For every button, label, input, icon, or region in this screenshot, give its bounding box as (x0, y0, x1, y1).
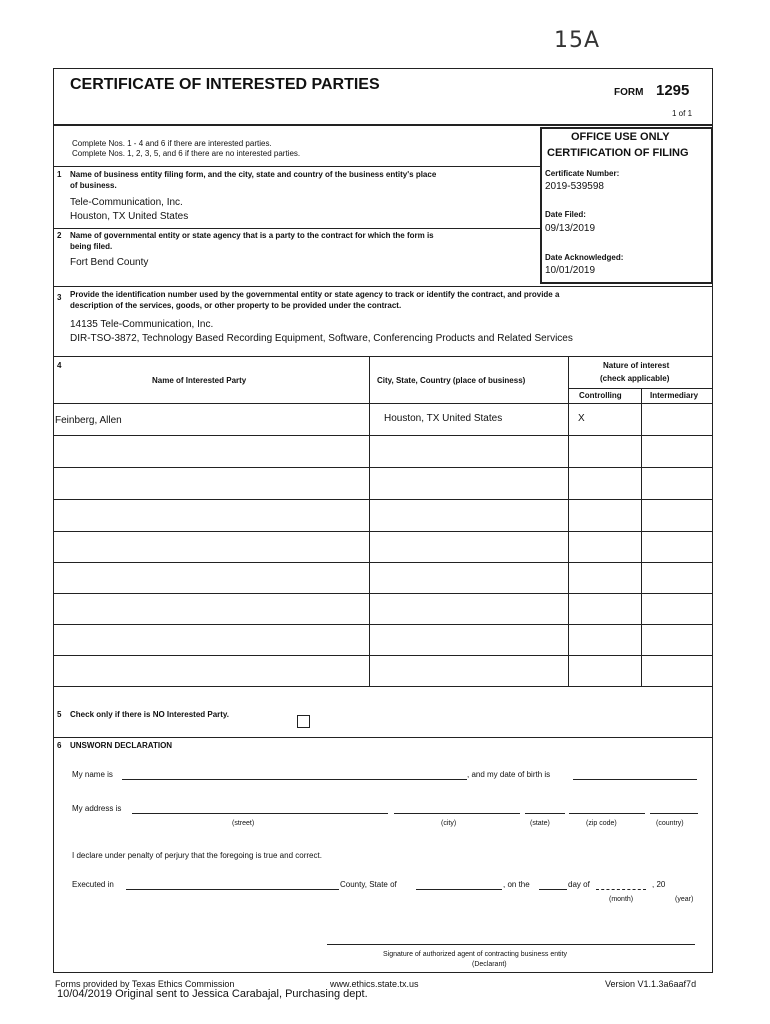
office-use-heading: OFFICE USE ONLY (571, 131, 670, 143)
rule (53, 624, 713, 625)
dob-field[interactable] (573, 779, 697, 780)
street-field[interactable] (132, 813, 388, 814)
section-1-label-2: of business. (70, 181, 117, 190)
date-acknowledged-label: Date Acknowledged: (545, 253, 624, 262)
col-header-city: City, State, Country (place of business) (377, 376, 526, 385)
form-word: FORM (614, 87, 644, 98)
zip-field[interactable] (569, 813, 645, 814)
signature-caption: Signature of authorized agent of contracting business entity (383, 951, 568, 958)
page-number: 1 of 1 (672, 109, 693, 118)
col-divider (568, 356, 569, 686)
section-5-label: Check only if there is NO Interested Party. (70, 710, 230, 719)
perjury-statement: I declare under penalty of perjury that the foregoing is true and correct. (72, 851, 322, 860)
party-name: Feinberg, Allen (55, 415, 122, 426)
rule (53, 467, 713, 468)
form-title: CERTIFICATE OF INTERESTED PARTIES (70, 76, 380, 93)
rule (53, 655, 713, 656)
name-field[interactable] (122, 779, 467, 780)
footer-website: www.ethics.state.tx.us (330, 979, 419, 989)
section-4-number: 4 (57, 361, 62, 370)
executed-prefix: Executed in (72, 880, 114, 889)
state-of-field[interactable] (416, 889, 502, 890)
rule (53, 737, 713, 738)
country-field[interactable] (650, 813, 698, 814)
county-field[interactable] (126, 889, 339, 890)
rule (53, 286, 713, 287)
governmental-entity-name: Fort Bend County (70, 257, 149, 268)
footer-note: 10/04/2019 Original sent to Jessica Carabajal, Purchasing dept. (57, 988, 368, 1000)
on-the-label: , on the (503, 880, 530, 889)
rule (53, 403, 713, 404)
header-rule (53, 124, 713, 126)
certification-heading: CERTIFICATION OF FILING (547, 147, 689, 159)
signature-field[interactable] (327, 944, 695, 945)
rule (53, 435, 713, 436)
col-header-intermediary: Intermediary (650, 391, 699, 400)
day-field[interactable] (539, 889, 567, 890)
instruction-line-2: Complete Nos. 1, 2, 3, 5, and 6 if there are no interested parties. (72, 149, 301, 158)
rule (53, 562, 713, 563)
no-interested-party-checkbox[interactable] (297, 715, 310, 728)
rule (53, 356, 713, 357)
rule (53, 166, 540, 167)
col-header-controlling: Controlling (579, 391, 622, 400)
section-2-label-2: being filed. (70, 242, 113, 251)
business-entity-name: Tele-Communication, Inc. (70, 197, 183, 208)
year-caption: (year) (675, 896, 694, 903)
certificate-number-label: Certificate Number: (545, 169, 620, 178)
zip-caption: (zip code) (586, 820, 617, 827)
section-6-number: 6 (57, 741, 62, 750)
country-caption: (country) (656, 820, 684, 827)
dob-prefix: , and my date of birth is (467, 770, 551, 779)
section-2-label: Name of governmental entity or state agency that is a party to the contract for which the form is (70, 231, 434, 240)
address-prefix: My address is (72, 804, 122, 813)
col-divider (641, 388, 642, 686)
col-divider (369, 356, 370, 686)
rule (53, 531, 713, 532)
city-field[interactable] (394, 813, 520, 814)
certificate-number-value: 2019-539598 (545, 181, 604, 192)
street-caption: (street) (232, 820, 255, 827)
section-1-number: 1 (57, 170, 62, 179)
footer-version: Version V1.1.3a6aaf7d (605, 979, 697, 989)
footer-provided-by: Forms provided by Texas Ethics Commission (55, 979, 235, 989)
date-filed-label: Date Filed: (545, 210, 586, 219)
name-prefix: My name is (72, 770, 113, 779)
col-header-nature-2: (check applicable) (600, 374, 670, 383)
rule (53, 593, 713, 594)
rule (53, 499, 713, 500)
business-entity-location: Houston, TX United States (70, 211, 189, 222)
day-of-label: day of (568, 880, 590, 889)
rule (53, 686, 713, 687)
section-6-label: UNSWORN DECLARATION (70, 741, 173, 750)
section-5-number: 5 (57, 710, 62, 719)
year-prefix: , 20 (652, 880, 666, 889)
handwritten-note: 15A (554, 28, 601, 53)
col-header-nature: Nature of interest (603, 361, 670, 370)
section-3-label-2: description of the services, goods, or other property to be provided under the contract. (70, 301, 402, 310)
section-1-label: Name of business entity filing form, and the city, state and country of the business entity's place (70, 170, 437, 179)
date-filed-value: 09/13/2019 (545, 223, 596, 234)
rule (568, 388, 713, 389)
contract-id: 14135 Tele-Communication, Inc. (70, 319, 214, 330)
col-header-name: Name of Interested Party (152, 376, 247, 385)
contract-description: DIR-TSO-3872, Technology Based Recording Equipment, Software, Conferencing Products and Related Services (70, 333, 573, 344)
section-3-number: 3 (57, 293, 62, 302)
rule (53, 228, 540, 229)
city-caption: (city) (441, 820, 457, 827)
party-location: Houston, TX United States (384, 413, 503, 424)
controlling-mark: X (578, 413, 585, 424)
state-field[interactable] (525, 813, 565, 814)
county-state-label: County, State of (340, 880, 397, 889)
month-caption: (month) (609, 896, 634, 903)
date-acknowledged-value: 10/01/2019 (545, 265, 596, 276)
month-field[interactable] (596, 889, 646, 890)
declarant-caption: (Declarant) (472, 961, 507, 968)
instruction-line-1: Complete Nos. 1 - 4 and 6 if there are interested parties. (72, 139, 272, 148)
state-caption: (state) (530, 820, 550, 827)
section-3-label: Provide the identification number used by the governmental entity or state agency to track or identify the contract, and provide a (70, 290, 560, 299)
section-2-number: 2 (57, 231, 62, 240)
form-number: 1295 (656, 82, 690, 99)
